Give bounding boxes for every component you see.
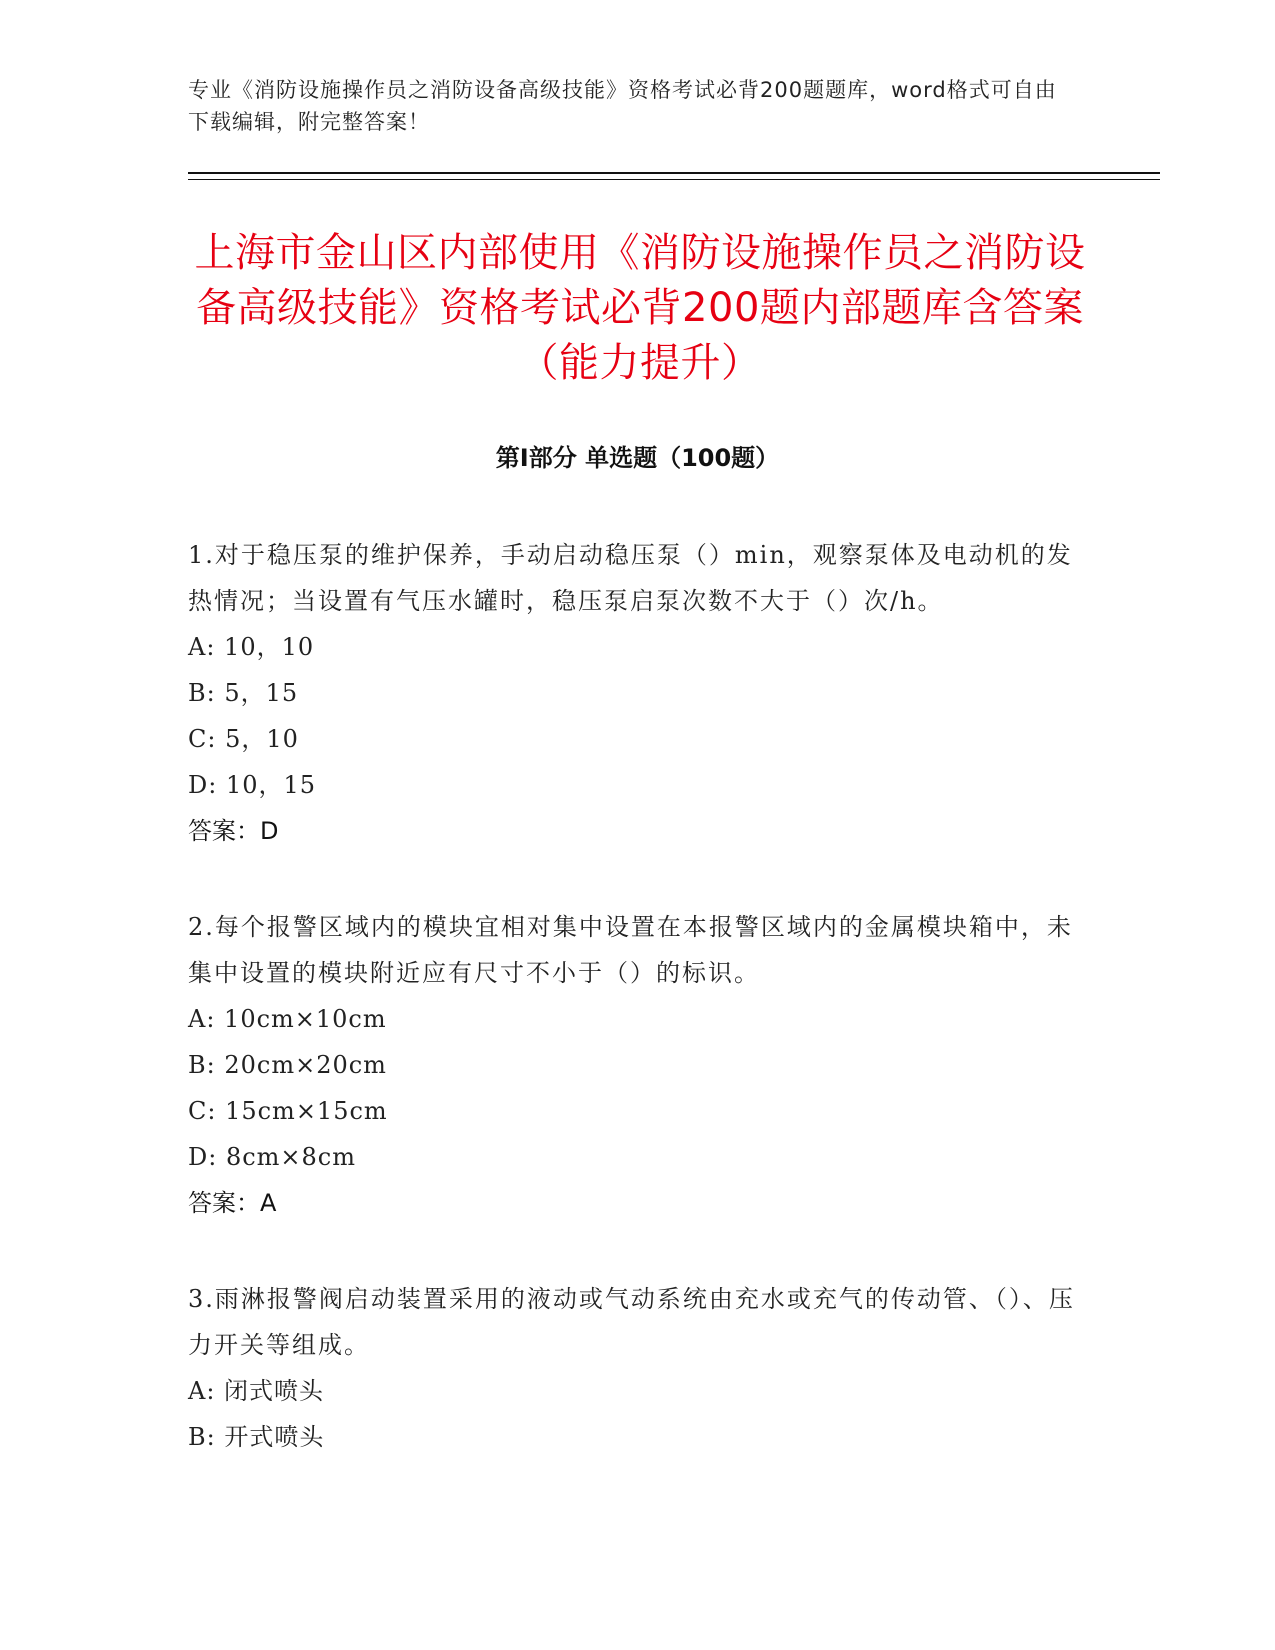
question-2 [188,904,1088,1226]
option-c: C: 5，10 [188,725,299,753]
question-1 [188,532,1088,854]
document-title: 上海市金山区内部使用《消防设施操作员之消防设备高级技能》资格考试必背200题内部题库含答案（能力提升） [194,230,1086,386]
question-list [188,532,1088,1510]
option-c: C: 15cm×15cm [188,1097,388,1125]
answer-text: 答案：D [188,817,279,845]
section-heading: 第I部分 单选题（100题） [495,444,780,472]
option-b: B: 20cm×20cm [188,1051,387,1079]
question-stem: 2.每个报警区域内的模块宜相对集中设置在本报警区域内的金属模块箱中，未集中设置的模块附近应有尺寸不小于（）的标识。 [188,913,1073,987]
header-rule-thin [188,179,1160,180]
header-rule-thick [188,172,1160,174]
header-note: 专业《消防设施操作员之消防设备高级技能》资格考试必背200题题库，word格式可自由下载编辑，附完整答案！ [188,78,1057,134]
question-stem: 3.雨淋报警阀启动装置采用的液动或气动系统由充水或充气的传动管、（）、压力开关等组成。 [188,1285,1075,1359]
option-d: D: 8cm×8cm [188,1143,357,1171]
option-a: A: 闭式喷头 [188,1377,325,1405]
answer-text: 答案：A [188,1189,277,1217]
question-3 [188,1276,1088,1460]
option-a: A: 10cm×10cm [188,1005,387,1033]
question-stem: 1.对于稳压泵的维护保养，手动启动稳压泵（）min，观察泵体及电动机的发热情况；当设置有气压水罐时，稳压泵启泵次数不大于（）次/h。 [188,541,1073,615]
option-d: D: 10，15 [188,771,317,799]
option-a: A: 10，10 [188,633,315,661]
option-b: B: 开式喷头 [188,1423,325,1451]
option-b: B: 5，15 [188,679,299,707]
